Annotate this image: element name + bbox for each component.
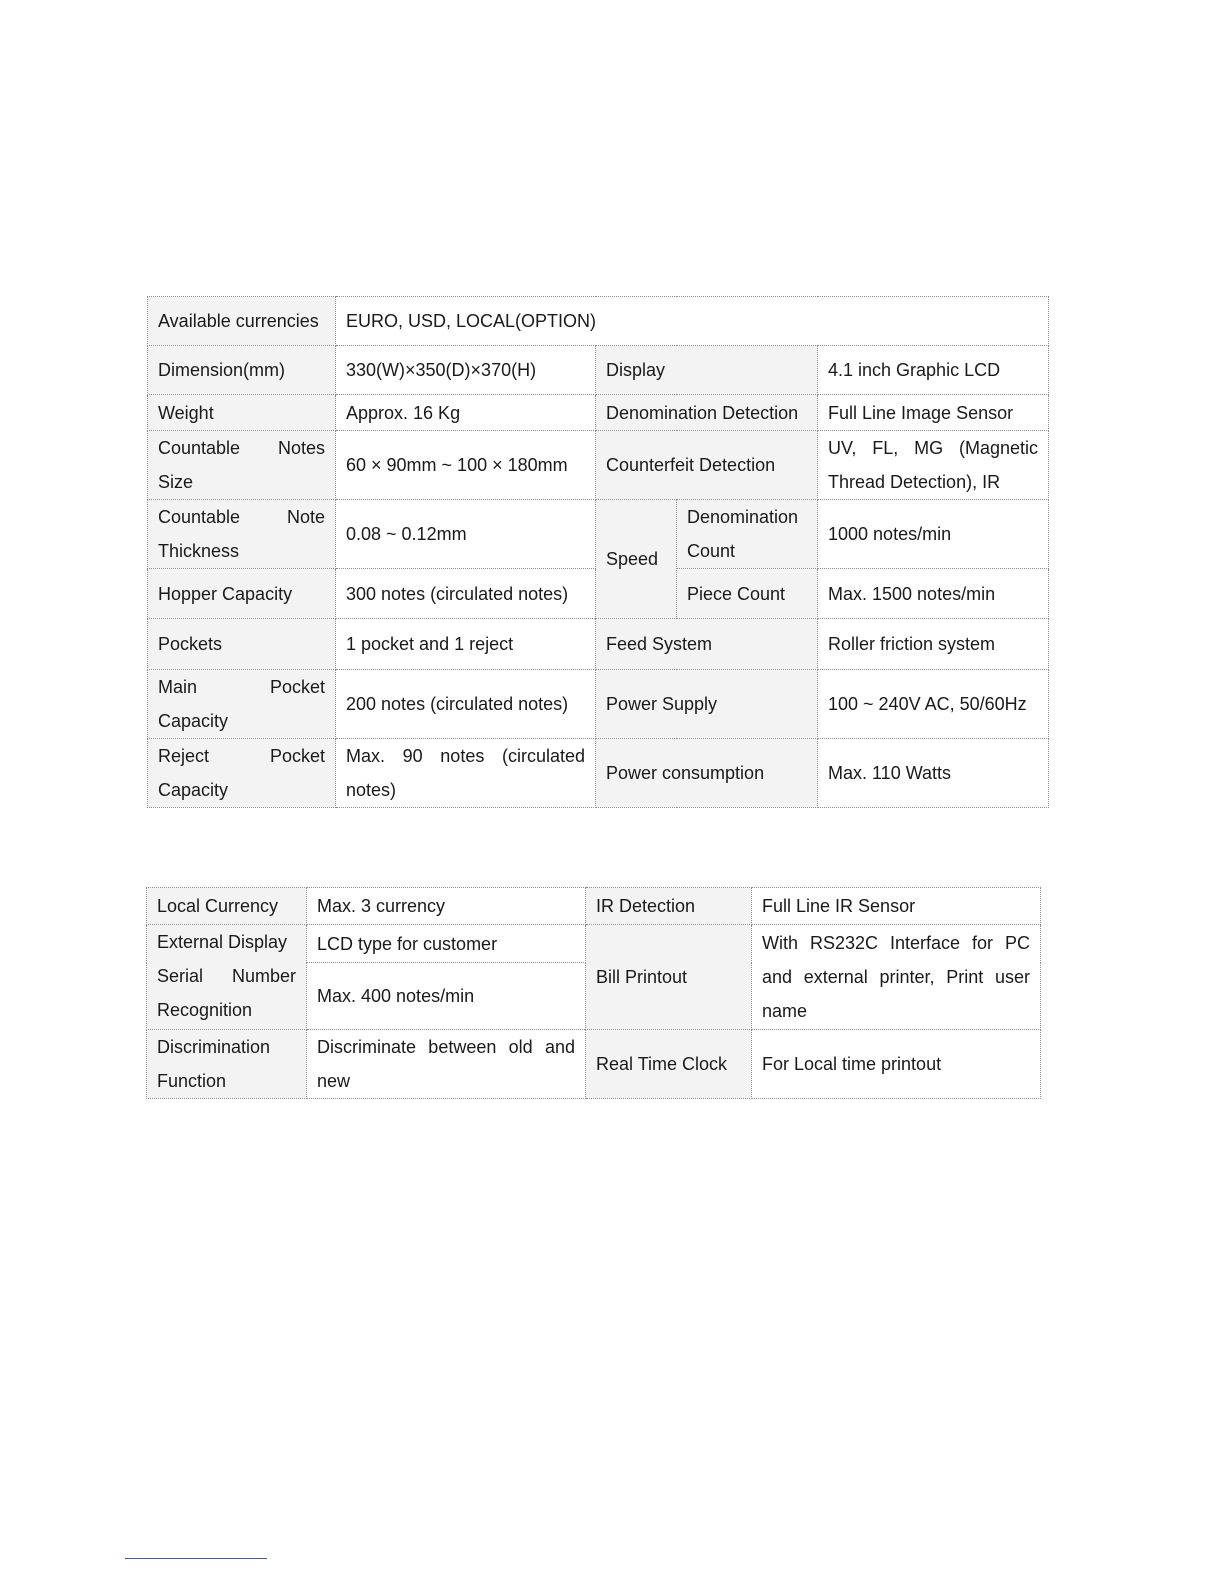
feed-system-label: Feed System	[596, 619, 818, 670]
countable-notes-size-label: Countable Notes Size	[148, 431, 336, 500]
power-supply-label: Power Supply	[596, 670, 818, 739]
available-currencies-value: EURO, USD, LOCAL(OPTION)	[336, 297, 1049, 346]
main-pocket-capacity-label: Main Pocket Capacity	[148, 670, 336, 739]
table-row	[147, 925, 1041, 963]
piece-count-label: Piece Count	[677, 569, 818, 619]
available-currencies-label: Available currencies	[148, 297, 336, 346]
table-row	[147, 888, 1041, 925]
bill-printout-label: Bill Printout	[586, 925, 752, 1030]
pockets-label: Pockets	[148, 619, 336, 670]
weight-value: Approx. 16 Kg	[336, 395, 596, 431]
countable-note-thickness-label: Countable Note Thickness	[148, 500, 336, 569]
discrimination-function-value: Discriminate between old and new	[307, 1030, 586, 1099]
discrimination-function-label: Discrimination Function	[147, 1030, 307, 1099]
denomination-count-label: Denomination Count	[677, 500, 818, 569]
real-time-clock-label: Real Time Clock	[586, 1030, 752, 1099]
external-display-label: External Display	[157, 932, 288, 952]
pockets-value: 1 pocket and 1 reject	[336, 619, 596, 670]
table-row	[148, 739, 1049, 808]
table-row	[148, 346, 1049, 395]
denomination-count-value: 1000 notes/min	[818, 500, 1049, 569]
reject-pocket-capacity-value: Max. 90 notes (circulated notes)	[336, 739, 596, 808]
ir-detection-label: IR Detection	[586, 888, 752, 925]
hopper-capacity-value: 300 notes (circulated notes)	[336, 569, 596, 619]
footnote-separator	[125, 1558, 267, 1559]
countable-note-thickness-value: 0.08 ~ 0.12mm	[336, 500, 596, 569]
local-currency-label: Local Currency	[147, 888, 307, 925]
counterfeit-detection-value: UV, FL, MG (Magnetic Thread Detection), IR	[818, 431, 1049, 500]
counterfeit-detection-label: Counterfeit Detection	[596, 431, 818, 500]
specifications-table	[147, 296, 1049, 808]
weight-label: Weight	[148, 395, 336, 431]
options-table	[146, 887, 1041, 1099]
dimension-value: 330(W)×350(D)×370(H)	[336, 346, 596, 395]
speed-label: Speed	[596, 500, 677, 619]
local-currency-value: Max. 3 currency	[307, 888, 586, 925]
dimension-label: Dimension(mm)	[148, 346, 336, 395]
main-pocket-capacity-value: 200 notes (circulated notes)	[336, 670, 596, 739]
external-display-value: LCD type for customer	[307, 925, 586, 963]
power-consumption-value: Max. 110 Watts	[818, 739, 1049, 808]
reject-pocket-capacity-label: Reject Pocket Capacity	[148, 739, 336, 808]
table-row	[148, 500, 1049, 569]
ir-detection-value: Full Line IR Sensor	[752, 888, 1041, 925]
display-value: 4.1 inch Graphic LCD	[818, 346, 1049, 395]
power-supply-value: 100 ~ 240V AC, 50/60Hz	[818, 670, 1049, 739]
piece-count-value: Max. 1500 notes/min	[818, 569, 1049, 619]
table-row	[147, 1030, 1041, 1099]
denomination-detection-label: Denomination Detection	[596, 395, 818, 431]
table-row	[148, 619, 1049, 670]
table-row	[148, 297, 1049, 346]
table-row	[148, 670, 1049, 739]
table-row	[148, 431, 1049, 500]
hopper-capacity-label: Hopper Capacity	[148, 569, 336, 619]
power-consumption-label: Power consumption	[596, 739, 818, 808]
feed-system-value: Roller friction system	[818, 619, 1049, 670]
bill-printout-value: With RS232C Interface for PC and external printer, Print user name	[752, 925, 1041, 1030]
denomination-detection-value: Full Line Image Sensor	[818, 395, 1049, 431]
display-label: Display	[596, 346, 818, 395]
real-time-clock-value: For Local time printout	[752, 1030, 1041, 1099]
table-row	[148, 395, 1049, 431]
external-display-and-serial-number-label	[147, 925, 307, 1030]
countable-notes-size-value: 60 × 90mm ~ 100 × 180mm	[336, 431, 596, 500]
serial-number-recognition-value: Max. 400 notes/min	[307, 963, 586, 1030]
serial-number-recognition-label: Serial Number Recognition	[157, 966, 296, 1020]
